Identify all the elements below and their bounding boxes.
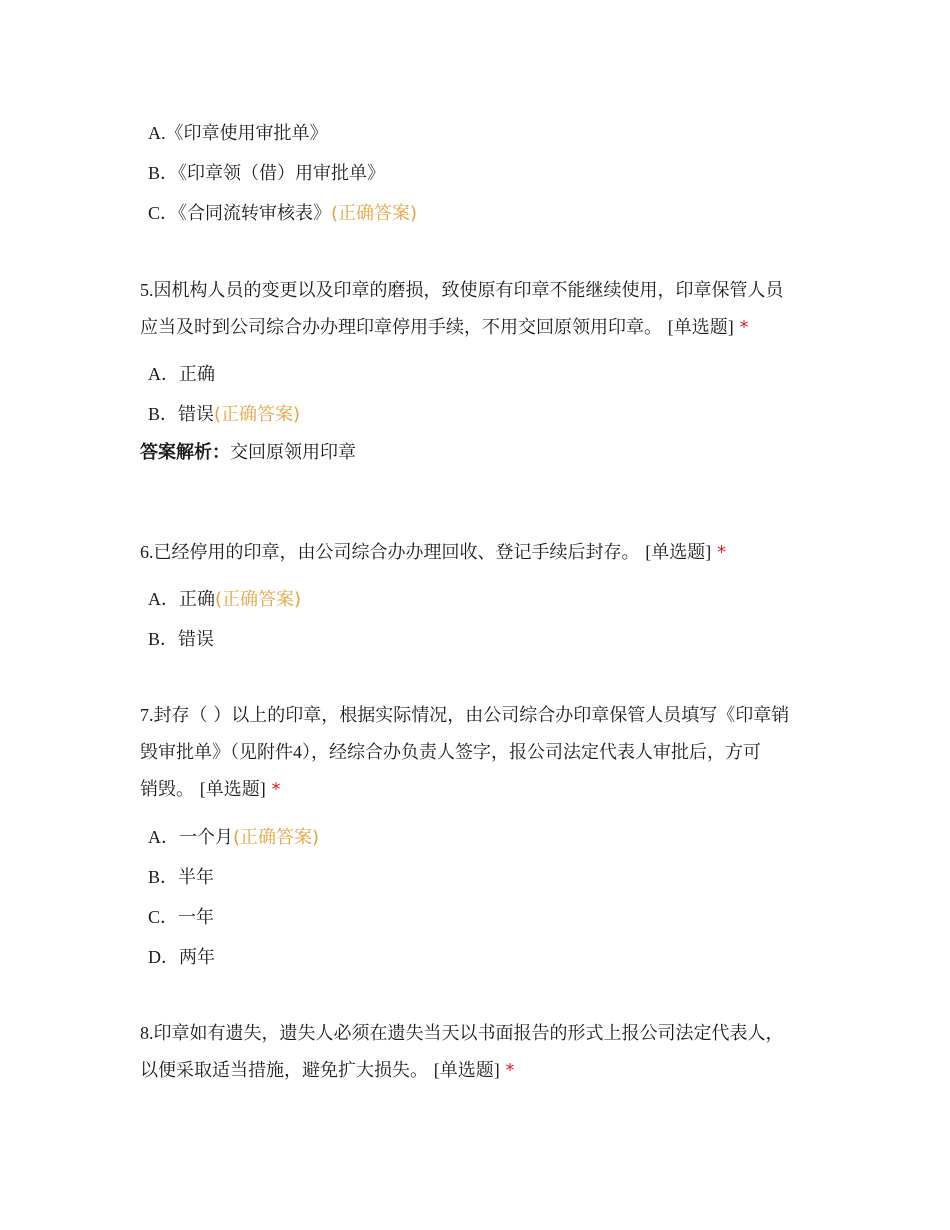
option-text: 正确 bbox=[179, 364, 215, 385]
q8-question bbox=[140, 1015, 820, 1089]
question-line-2 bbox=[140, 309, 820, 346]
option-text: 错误 bbox=[178, 629, 215, 650]
required-mark: * bbox=[271, 779, 281, 800]
option-letter: C． bbox=[148, 203, 179, 223]
option-text: 《印章使用审批单》 bbox=[165, 123, 328, 144]
question-line-1 bbox=[140, 534, 820, 571]
option-letter: A． bbox=[148, 589, 179, 609]
question-text: 应当及时到公司综合办办理印章停用手续，不用交回原领用印章。 bbox=[140, 317, 662, 338]
q5-option-b bbox=[148, 402, 300, 427]
option-text: 《印章领（借）用审批单》 bbox=[178, 163, 386, 184]
q5-answer-analysis bbox=[140, 441, 356, 465]
correct-answer-mark: (正确答案) bbox=[233, 827, 320, 848]
option-text: 《合同流转审核表》 bbox=[178, 203, 332, 224]
question-text: 销毁。 bbox=[140, 779, 194, 800]
option-text: 一年 bbox=[178, 907, 215, 928]
question-type: [单选题] bbox=[433, 1060, 500, 1080]
option-letter: B． bbox=[148, 629, 179, 649]
question-number: 8. bbox=[140, 1023, 154, 1043]
q7-option-c bbox=[148, 905, 214, 930]
option-text: 两年 bbox=[179, 947, 215, 968]
analysis-text: 交回原领用印章 bbox=[230, 442, 356, 463]
q5-option-a bbox=[148, 362, 215, 387]
question-type: [单选题] bbox=[667, 317, 734, 337]
question-line-1 bbox=[140, 697, 820, 734]
option-text: 正确 bbox=[179, 589, 215, 610]
option-letter: A． bbox=[148, 364, 179, 384]
q7-question bbox=[140, 697, 820, 808]
option-text: 错误 bbox=[178, 404, 215, 425]
question-line-3 bbox=[140, 771, 820, 808]
option-letter: B． bbox=[148, 163, 179, 183]
required-mark: * bbox=[739, 317, 749, 338]
question-text: 毁审批单》（见附件 bbox=[140, 742, 293, 763]
question-type: [单选题] bbox=[199, 779, 266, 799]
question-text: 印章如有遗失，遗失人必须在遗失当天以书面报告的形式上报公司法定代表人， bbox=[153, 1023, 784, 1044]
analysis-label: 答案解析： bbox=[140, 442, 230, 463]
question-type: [单选题] bbox=[645, 542, 712, 562]
correct-answer-mark: (正确答案) bbox=[215, 589, 302, 610]
question-line-2 bbox=[140, 1052, 820, 1089]
question-text: 因机构人员的变更以及印章的磨损，致使原有印章不能继续使用，印章保管人员 bbox=[153, 280, 784, 301]
question-text: 已经停用的印章，由公司综合办办理回收、登记手续后封存。 bbox=[153, 542, 640, 563]
correct-answer-mark: (正确答案) bbox=[214, 404, 301, 425]
question-number: 5. bbox=[140, 280, 154, 300]
question-line-2 bbox=[140, 734, 820, 771]
question-line-1 bbox=[140, 272, 820, 309]
question-text: 封存（ ）以上的印章，根据实际情况，由公司综合办印章保管人员填写《印章销 bbox=[153, 705, 790, 726]
option-text: 半年 bbox=[178, 867, 215, 888]
option-letter: B． bbox=[148, 404, 179, 424]
q6-option-a bbox=[148, 587, 301, 612]
q7-option-d bbox=[148, 945, 215, 970]
option-letter: B． bbox=[148, 867, 179, 887]
q6-option-b bbox=[148, 627, 214, 652]
q4-option-b bbox=[148, 161, 385, 186]
required-mark: * bbox=[505, 1060, 515, 1081]
q7-option-b bbox=[148, 865, 214, 890]
q6-question bbox=[140, 534, 820, 571]
question-number: 6. bbox=[140, 542, 154, 562]
q7-option-a bbox=[148, 825, 319, 850]
option-letter: C． bbox=[148, 907, 179, 927]
option-text: 一个月 bbox=[179, 827, 233, 848]
attachment-number: 4 bbox=[293, 742, 302, 762]
option-letter: A. bbox=[148, 123, 166, 143]
correct-answer-mark: (正确答案) bbox=[331, 203, 418, 224]
q4-option-c bbox=[148, 201, 417, 226]
question-number: 7. bbox=[140, 705, 154, 725]
required-mark: * bbox=[716, 542, 726, 563]
option-letter: D． bbox=[148, 947, 179, 967]
question-text: 以便采取适当措施，避免扩大损失。 bbox=[140, 1060, 428, 1081]
q5-question bbox=[140, 272, 820, 346]
q4-option-a bbox=[148, 121, 328, 146]
question-text: ），经综合办负责人签字，报公司法定代表人审批后，方可 bbox=[302, 742, 761, 763]
question-line-1 bbox=[140, 1015, 820, 1052]
option-letter: A． bbox=[148, 827, 179, 847]
